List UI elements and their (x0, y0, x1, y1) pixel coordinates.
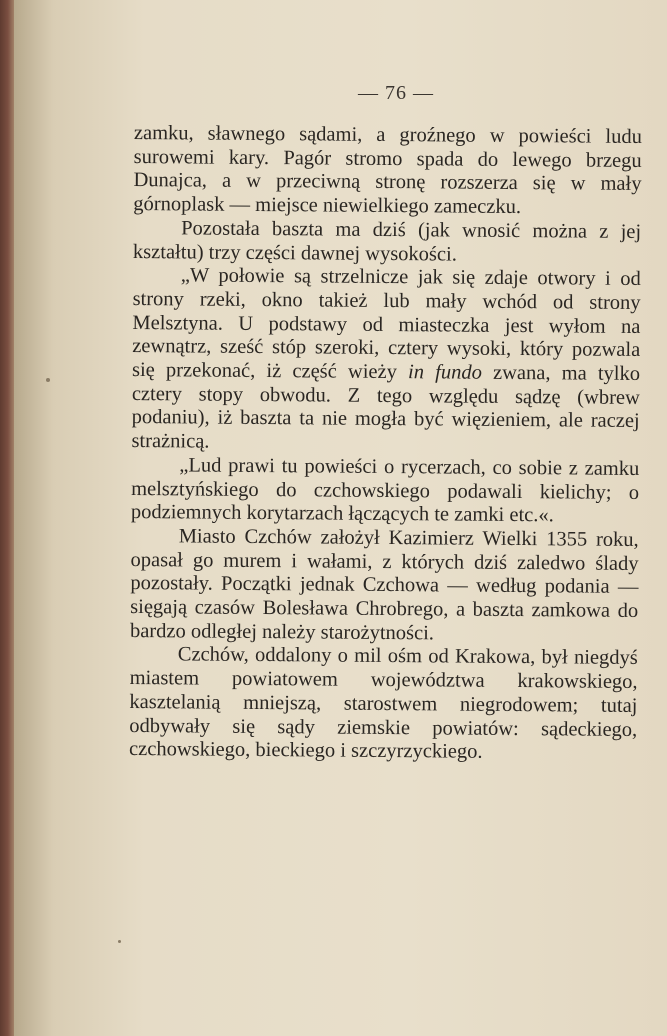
paragraph-5: Miasto Czchów założył Kazimierz Wielki 1355 roku, opasał go murem i wałami, z których dziś zaledwo ślady pozostały. Początki jednak Czchowa — według podania — sięgają czasów Bolesława Chrobrego, a baszta zamkowa do bardzo odległej należy starożytności. (129, 525, 639, 645)
paper-speck (118, 940, 121, 943)
book-binding (0, 0, 14, 1036)
paragraph-1: zamku, sławnego sądami, a groźnego w powieści ludu surowemi kary. Pagór stromo spada do lewego brzegu Dunajca, a w przeciwną stronę rozszerza się w mały górnoplask — miejsce niewielkiego zameczku. (133, 122, 642, 219)
paragraph-3 (131, 264, 640, 458)
paragraph-3-italic-phrase: in fundo (407, 361, 482, 384)
paragraph-3-text-after: zwana, ma tylko cztery stopy obwodu. Z tego względu sądzę (wbrew podaniu), iż baszta ta nie mogła być więzieniem, ale raczej strażnicą. (131, 361, 641, 453)
paragraph-3-text-before: „W połowie są strzelnicze jak się zdaje otwory i od strony rzeki, okno takież lub mały wchód od strony Melsztyna. U podstawy od miasteczka jest wyłom na zewnątrz, sześć stóp szeroki, cztery wysoki, który pozwala się przekonać, iż część wieży (131, 264, 641, 384)
paragraph-4: „Lud prawi tu powieści o rycerzach, co sobie z zamku melsztyńskiego do czchowskiego podawali kielichy; o podziemnych korytarzach łączących te zamki etc.«. (130, 454, 640, 527)
paragraph-6: Czchów, oddalony o mil ośm od Krakowa, był niegdyś miastem powiatowem województwa krakowskiego, kasztelanią mniejszą, starostwem niegrodowem; tutaj odbywały się sądy ziemskie powiatów: sądeckiego, czchowskiego, bieckiego i szczyrzyckiego. (128, 643, 638, 764)
page-number: — 76 — (358, 82, 434, 104)
book-page (14, 0, 667, 1036)
paper-speck (46, 378, 50, 382)
page-text (129, 122, 642, 766)
paragraph-2: Pozostała baszta ma dziś (jak wnosić można z jej kształtu) trzy części dawnej wysokości. (132, 217, 642, 266)
